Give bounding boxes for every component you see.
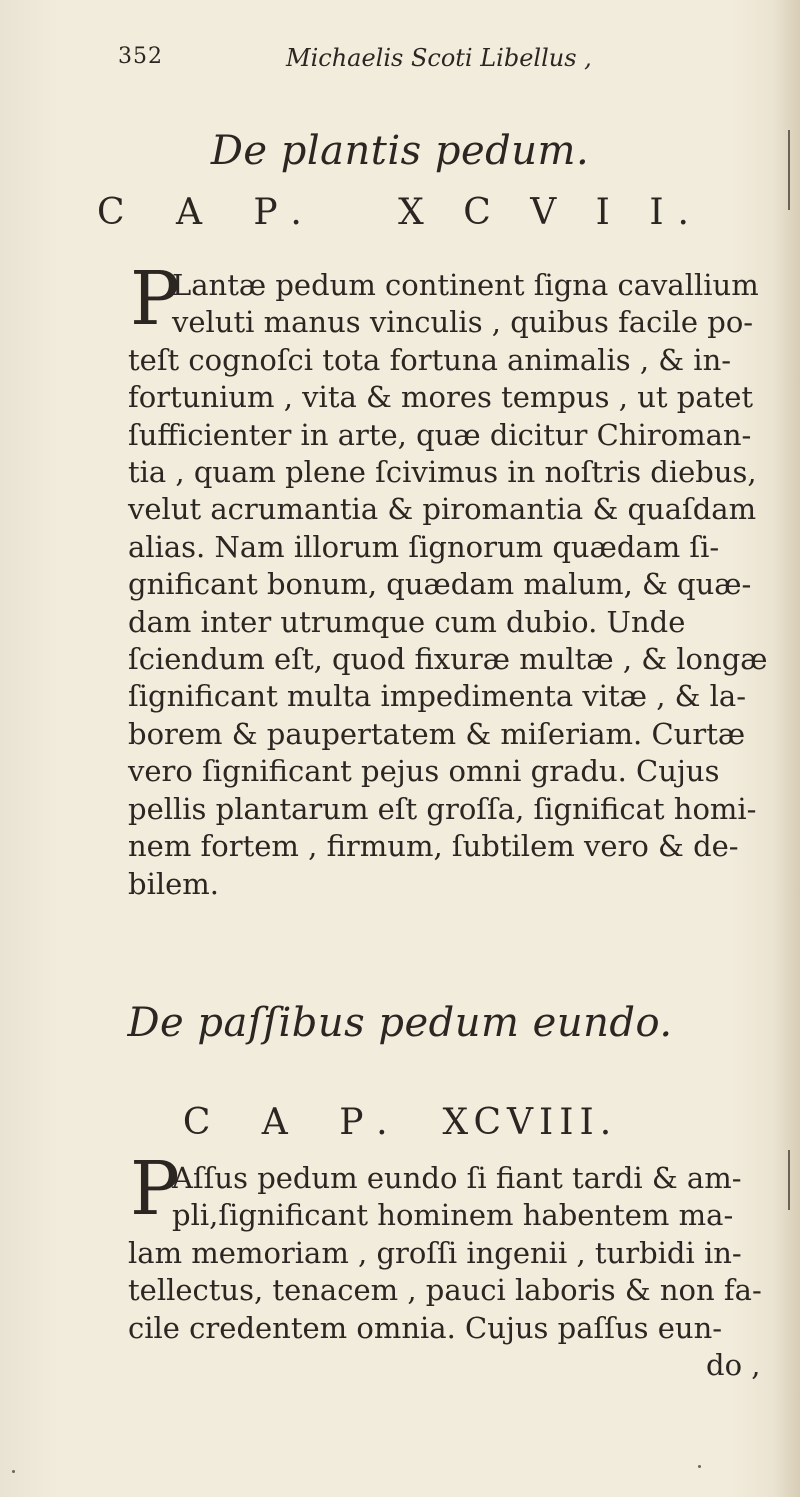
text-line: pli,ſignificant hominem habentem ma- bbox=[172, 1198, 734, 1233]
paper-speck bbox=[12, 1470, 15, 1473]
page-number: 352 bbox=[118, 44, 163, 69]
paragraph bbox=[128, 1160, 768, 1347]
paper-speck bbox=[698, 1465, 701, 1468]
edge-bleed-mark bbox=[788, 1150, 790, 1210]
text-line: gnificant bonum, quædam malum, & quæ- bbox=[128, 567, 752, 602]
text-line: cile credentem omnia. Cujus paſſus eun- bbox=[128, 1310, 723, 1345]
drop-cap: P bbox=[130, 256, 180, 342]
text-line: alias. Nam illorum ſignorum quædam ſi- bbox=[128, 529, 720, 564]
chapter-number: XCVIII. bbox=[442, 1102, 618, 1143]
drop-cap: P bbox=[130, 1146, 180, 1232]
text-line: vero ſignificant pejus omni gradu. Cujus bbox=[128, 754, 720, 789]
section-title: De plantis pedum. bbox=[210, 128, 590, 174]
chapter-heading bbox=[0, 192, 800, 233]
chapter-heading bbox=[0, 1102, 800, 1143]
chapter-number: X C V I I. bbox=[398, 192, 703, 233]
text-line: nem fortem , firmum, ſubtilem vero & de- bbox=[128, 829, 739, 864]
catchword: do , bbox=[706, 1348, 761, 1382]
chapter-label: C A P. bbox=[97, 192, 322, 233]
text-line: ſufficienter in arte, quæ dicitur Chiroman- bbox=[128, 417, 752, 452]
text-line: Aſſus pedum eundo ſi fiant tardi & am- bbox=[172, 1161, 742, 1195]
section-title: De paſſibus pedum eundo. bbox=[127, 1000, 673, 1046]
text-line: borem & paupertatem & miſeriam. Curtæ bbox=[128, 716, 746, 751]
text-line: velut acrumantia & piromantia & quaſdam bbox=[128, 492, 757, 527]
text-line: veluti manus vinculis , quibus facile po- bbox=[172, 305, 754, 340]
text-line: fortunium , vita & mores tempus , ut patet bbox=[128, 380, 754, 415]
running-title: Michaelis Scoti Libellus , bbox=[286, 44, 592, 72]
paragraph bbox=[128, 267, 768, 903]
chapter-label: C A P. bbox=[182, 1102, 408, 1143]
page-header bbox=[118, 44, 760, 84]
text-line: lam memoriam , groſſi ingenii , turbidi in- bbox=[128, 1235, 742, 1270]
text-line: tia , quam plene ſcivimus in noſtris diebus, bbox=[128, 455, 757, 490]
text-line: pellis plantarum eſt groſſa, ſignificat homi- bbox=[128, 791, 757, 826]
text-line: dam inter utrumque cum dubio. Unde bbox=[128, 604, 686, 639]
text-line: tellectus, tenacem , pauci laboris & non fa- bbox=[128, 1273, 762, 1308]
text-line: teſt cognoſci tota fortuna animalis , & in- bbox=[128, 342, 732, 377]
text-line: ſignificant multa impedimenta vitæ , & la- bbox=[128, 679, 747, 714]
text-line: ſciendum eſt, quod fixuræ multæ , & longæ bbox=[128, 642, 768, 677]
text-line: Lantæ pedum continent ſigna cavallium bbox=[172, 268, 759, 302]
text-line: bilem. bbox=[128, 866, 219, 901]
